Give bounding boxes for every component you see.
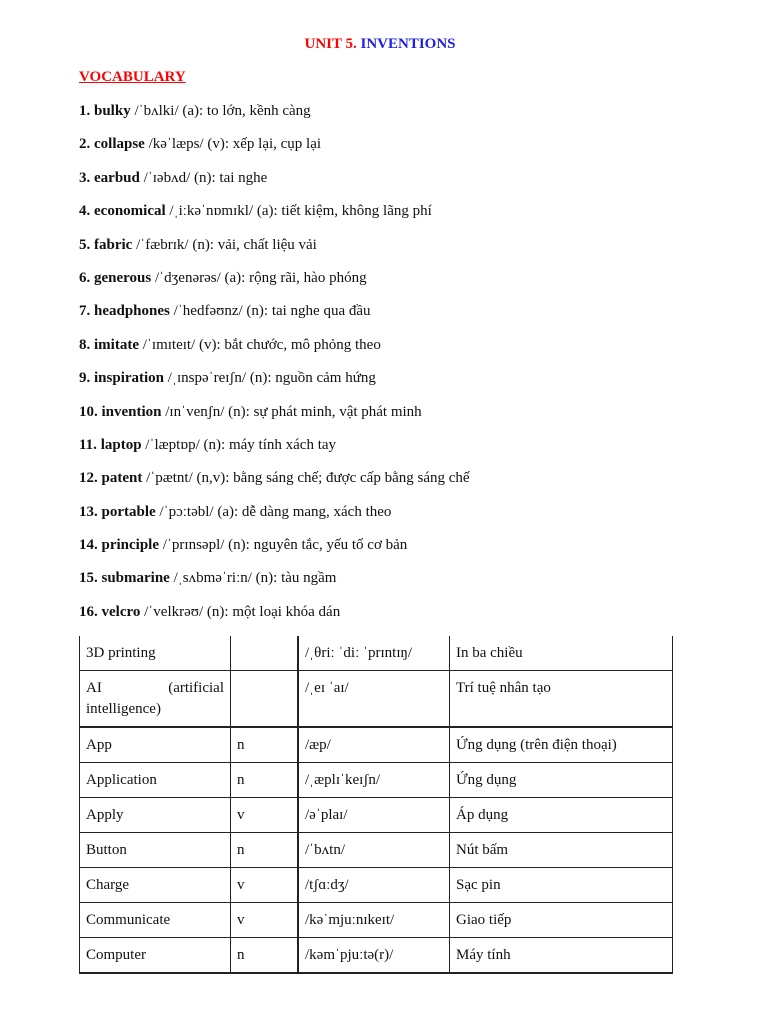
vocab-definition: /ˈdʒenərəs/ (a): rộng rãi, hào phóng [151, 269, 367, 286]
vocab-number: 13. [79, 503, 98, 520]
pos-cell: n [231, 763, 299, 798]
vocab-number: 7. [79, 303, 91, 320]
meaning-cell: Nút bấm [450, 833, 673, 868]
vocab-item [79, 336, 699, 369]
pos-cell: v [231, 798, 299, 833]
word-cell: Computer [80, 938, 231, 974]
table-row [80, 763, 673, 798]
vocab-item [79, 569, 699, 602]
table-row [80, 727, 673, 763]
vocab-definition: /ˈɪəbʌd/ (n): tai nghe [139, 169, 268, 186]
vocab-definition: /ˈpɔːtəbl/ (a): dễ dàng mang, xách theo [155, 503, 392, 520]
vocab-item [79, 169, 699, 202]
unit-title [0, 36, 760, 53]
vocab-word: imitate [94, 336, 139, 353]
pos-cell [231, 636, 299, 671]
vocab-item [79, 302, 699, 335]
vocab-definition: /kəˈlæps/ (v): xếp lại, cụp lại [144, 136, 322, 153]
ipa-cell: /ˌæplɪˈkeɪʃn/ [298, 763, 450, 798]
vocab-item [79, 202, 699, 235]
vocab-word: velcro [101, 603, 141, 620]
pos-cell [231, 671, 299, 728]
ipa-cell: /ˌeɪ ˈaɪ/ [298, 671, 450, 728]
word-cell: 3D printing [80, 636, 231, 671]
pos-cell: v [231, 868, 299, 903]
unit-topic: INVENTIONS [360, 36, 456, 52]
vocab-definition: /ˈhedfəʊnz/ (n): tai nghe qua đầu [169, 303, 371, 320]
vocab-word: inspiration [94, 370, 165, 387]
vocab-item [79, 269, 699, 302]
vocab-word: earbud [94, 169, 140, 186]
vocab-number: 6. [79, 269, 91, 286]
vocab-number: 8. [79, 336, 91, 353]
vocab-number: 12. [79, 470, 98, 487]
ipa-cell: /kəmˈpjuːtə(r)/ [298, 938, 450, 974]
vocab-item [79, 469, 699, 502]
vocab-item [79, 102, 699, 135]
vocab-definition: /ˌɪnspəˈreɪʃn/ (n): nguồn cảm hứng [164, 370, 376, 387]
vocab-number: 3. [79, 169, 91, 186]
vocab-item [79, 403, 699, 436]
vocab-word: laptop [100, 436, 142, 453]
vocab-definition: /ˈfæbrɪk/ (n): vải, chất liệu vải [132, 236, 317, 253]
vocab-number: 11. [79, 436, 97, 453]
vocab-number: 9. [79, 370, 91, 387]
pos-cell: n [231, 833, 299, 868]
vocab-word: invention [101, 403, 162, 420]
vocab-item [79, 236, 699, 269]
vocab-item [79, 603, 699, 636]
table-row [80, 833, 673, 868]
meaning-cell: Sạc pin [450, 868, 673, 903]
vocab-number: 10. [79, 403, 98, 420]
ipa-cell: /tʃɑːdʒ/ [298, 868, 450, 903]
meaning-cell: Trí tuệ nhân tạo [450, 671, 673, 728]
vocab-word: fabric [94, 236, 133, 253]
vocab-word: headphones [94, 303, 170, 320]
vocab-definition: /ˈprɪnsəpl/ (n): nguyên tắc, yếu tố cơ bản [159, 537, 408, 554]
vocab-word: principle [101, 537, 160, 554]
meaning-cell: Ứng dụng (trên điện thoại) [450, 727, 673, 763]
vocabulary-table [79, 636, 673, 974]
table-row [80, 798, 673, 833]
table-row [80, 903, 673, 938]
meaning-cell: In ba chiều [450, 636, 673, 671]
ipa-cell: /ˌθriː ˈdiː ˈprɪntɪŋ/ [298, 636, 450, 671]
vocab-item [79, 135, 699, 168]
vocab-number: 1. [79, 103, 91, 119]
vocab-word: collapse [94, 136, 145, 153]
word-line: intelligence) [86, 701, 161, 717]
word-cell: Apply [80, 798, 231, 833]
vocab-word: submarine [101, 570, 170, 587]
vocab-number: 2. [79, 136, 91, 153]
table-row [80, 671, 673, 728]
vocab-number: 14. [79, 537, 98, 554]
word-part: (artificial [168, 680, 224, 696]
unit-number: UNIT 5. [304, 36, 357, 52]
vocab-item [79, 369, 699, 402]
vocab-definition: /ˈbʌlki/ (a): to lớn, kềnh càng [130, 103, 311, 119]
meaning-cell: Áp dụng [450, 798, 673, 833]
word-cell [80, 671, 231, 728]
meaning-cell: Máy tính [450, 938, 673, 974]
word-line [86, 678, 224, 699]
vocab-word: generous [94, 269, 152, 286]
pos-cell: v [231, 903, 299, 938]
vocabulary-heading: VOCABULARY [79, 69, 186, 85]
table-row [80, 868, 673, 903]
table-row [80, 938, 673, 974]
vocab-definition: /ˈvelkrəʊ/ (n): một loại khóa dán [140, 603, 341, 620]
vocab-word: patent [101, 470, 143, 487]
vocab-definition: /ˈɪmɪteɪt/ (v): bắt chước, mô phỏng theo [138, 336, 381, 353]
vocab-definition: /ˈlæptɒp/ (n): máy tính xách tay [141, 436, 337, 453]
word-cell: Charge [80, 868, 231, 903]
ipa-cell: /ˈbʌtn/ [298, 833, 450, 868]
ipa-cell: /əˈplaɪ/ [298, 798, 450, 833]
vocab-number: 4. [79, 203, 91, 220]
word-part: AI [86, 680, 102, 696]
vocab-definition: /ˌiːkəˈnɒmɪkl/ (a): tiết kiệm, không lãng phí [165, 203, 432, 220]
vocab-word: bulky [94, 103, 131, 119]
vocab-definition: /ɪnˈvenʃn/ (n): sự phát minh, vật phát minh [161, 403, 422, 420]
word-cell: Application [80, 763, 231, 798]
ipa-cell: /kəˈmjuːnɪkeɪt/ [298, 903, 450, 938]
vocab-item [79, 436, 699, 469]
vocabulary-list [79, 102, 699, 636]
vocab-item [79, 503, 699, 536]
meaning-cell: Ứng dụng [450, 763, 673, 798]
word-cell: Communicate [80, 903, 231, 938]
vocab-item [79, 536, 699, 569]
vocab-word: portable [101, 503, 156, 520]
pos-cell: n [231, 938, 299, 974]
vocab-word: economical [94, 203, 166, 220]
pos-cell: n [231, 727, 299, 763]
vocab-definition: /ˌsʌbməˈriːn/ (n): tàu ngầm [169, 570, 337, 587]
vocab-definition: /ˈpætnt/ (n,v): bằng sáng chế; được cấp bằng sáng chế [142, 470, 470, 487]
table-row [80, 636, 673, 671]
ipa-cell: /æp/ [298, 727, 450, 763]
vocab-number: 15. [79, 570, 98, 587]
vocab-number: 16. [79, 603, 98, 620]
word-cell: Button [80, 833, 231, 868]
word-cell: App [80, 727, 231, 763]
vocab-number: 5. [79, 236, 91, 253]
meaning-cell: Giao tiếp [450, 903, 673, 938]
